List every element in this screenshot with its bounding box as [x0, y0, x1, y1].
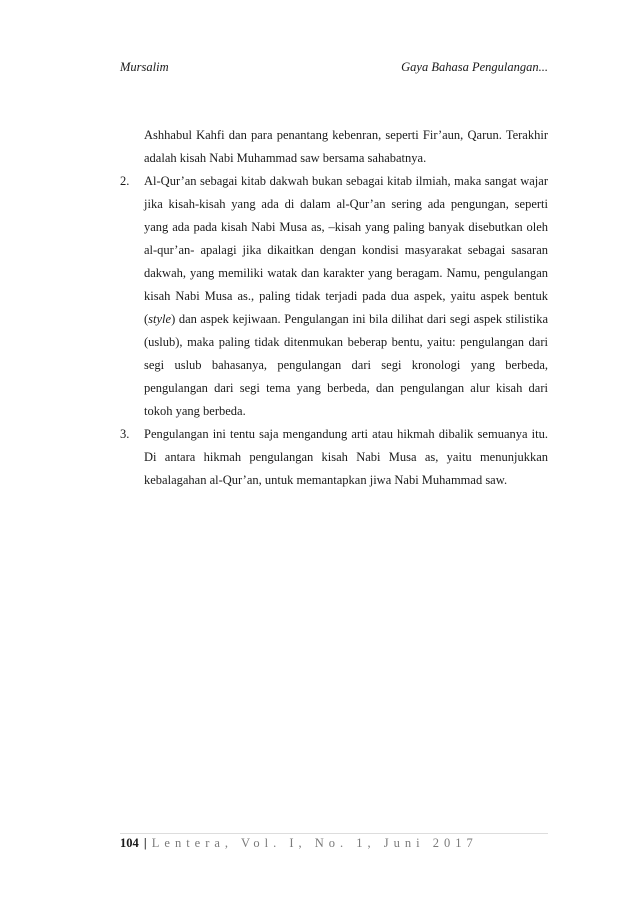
italic-term: style [148, 312, 172, 326]
header-author: Mursalim [120, 60, 169, 74]
list-item-2 [120, 170, 548, 423]
list-item-text [144, 170, 548, 423]
list-item-3 [120, 423, 548, 492]
list-number: 3. [120, 427, 130, 441]
page-number: 104 [120, 836, 139, 850]
journal-citation: Lentera, Vol. I, No. 1, Juni 2017 [151, 836, 478, 850]
list-text-after: ) dan aspek kejiwaan. Pengulangan ini bila dilihat dari segi aspek stilistika (uslub), maka paling tidak ditenmukan beberap bentu, yaitu: pengulangan dari segi uslub bahasanya, pengulangan dari segi kronologi yang berbeda, pengulangan dari segi tema yang berbeda, dan pengulangan alur kisah dari tokoh yang berbeda. [144, 312, 548, 418]
list-number: 2. [120, 174, 130, 188]
header-title: Gaya Bahasa Pengulangan... [401, 60, 548, 74]
list-text-before: Al-Qur’an sebagai kitab dakwah bukan sebagai kitab ilmiah, maka sangat wajar jika kisah-kisah yang ada di dalam al-Qur’an sering ada pengungan, seperti yang ada pada kisah Nabi Musa as, –kisah yang paling banyak disebutkan oleh al-qur’an- apalagi jika dikaitkan dengan kondisi masyarakat sebagai sasaran dakwah, yang memiliki watak dan karakter yang beragam. Namu, pengulangan kisah Nabi Musa as., paling tidak terjadi pada dua aspek, yaitu aspek bentuk ( [144, 174, 548, 326]
page-footer [120, 836, 478, 851]
running-header [120, 60, 548, 75]
footer-separator: | [143, 836, 147, 850]
page-body [120, 124, 548, 492]
footer-divider [120, 833, 548, 834]
continuation-paragraph: Ashhabul Kahfi dan para penantang kebenran, seperti Fir’aun, Qarun. Terakhir adalah kisah Nabi Muhammad saw bersama sahabatnya. [144, 128, 548, 165]
list-item-text: Pengulangan ini tentu saja mengandung arti atau hikmah dibalik semuanya itu. Di antara hikmah pengulangan kisah Nabi Musa as, yaitu menunjukkan kebalagahan al-Qur’an, untuk memantapkan jiwa Nabi Muhammad saw. [144, 427, 548, 487]
